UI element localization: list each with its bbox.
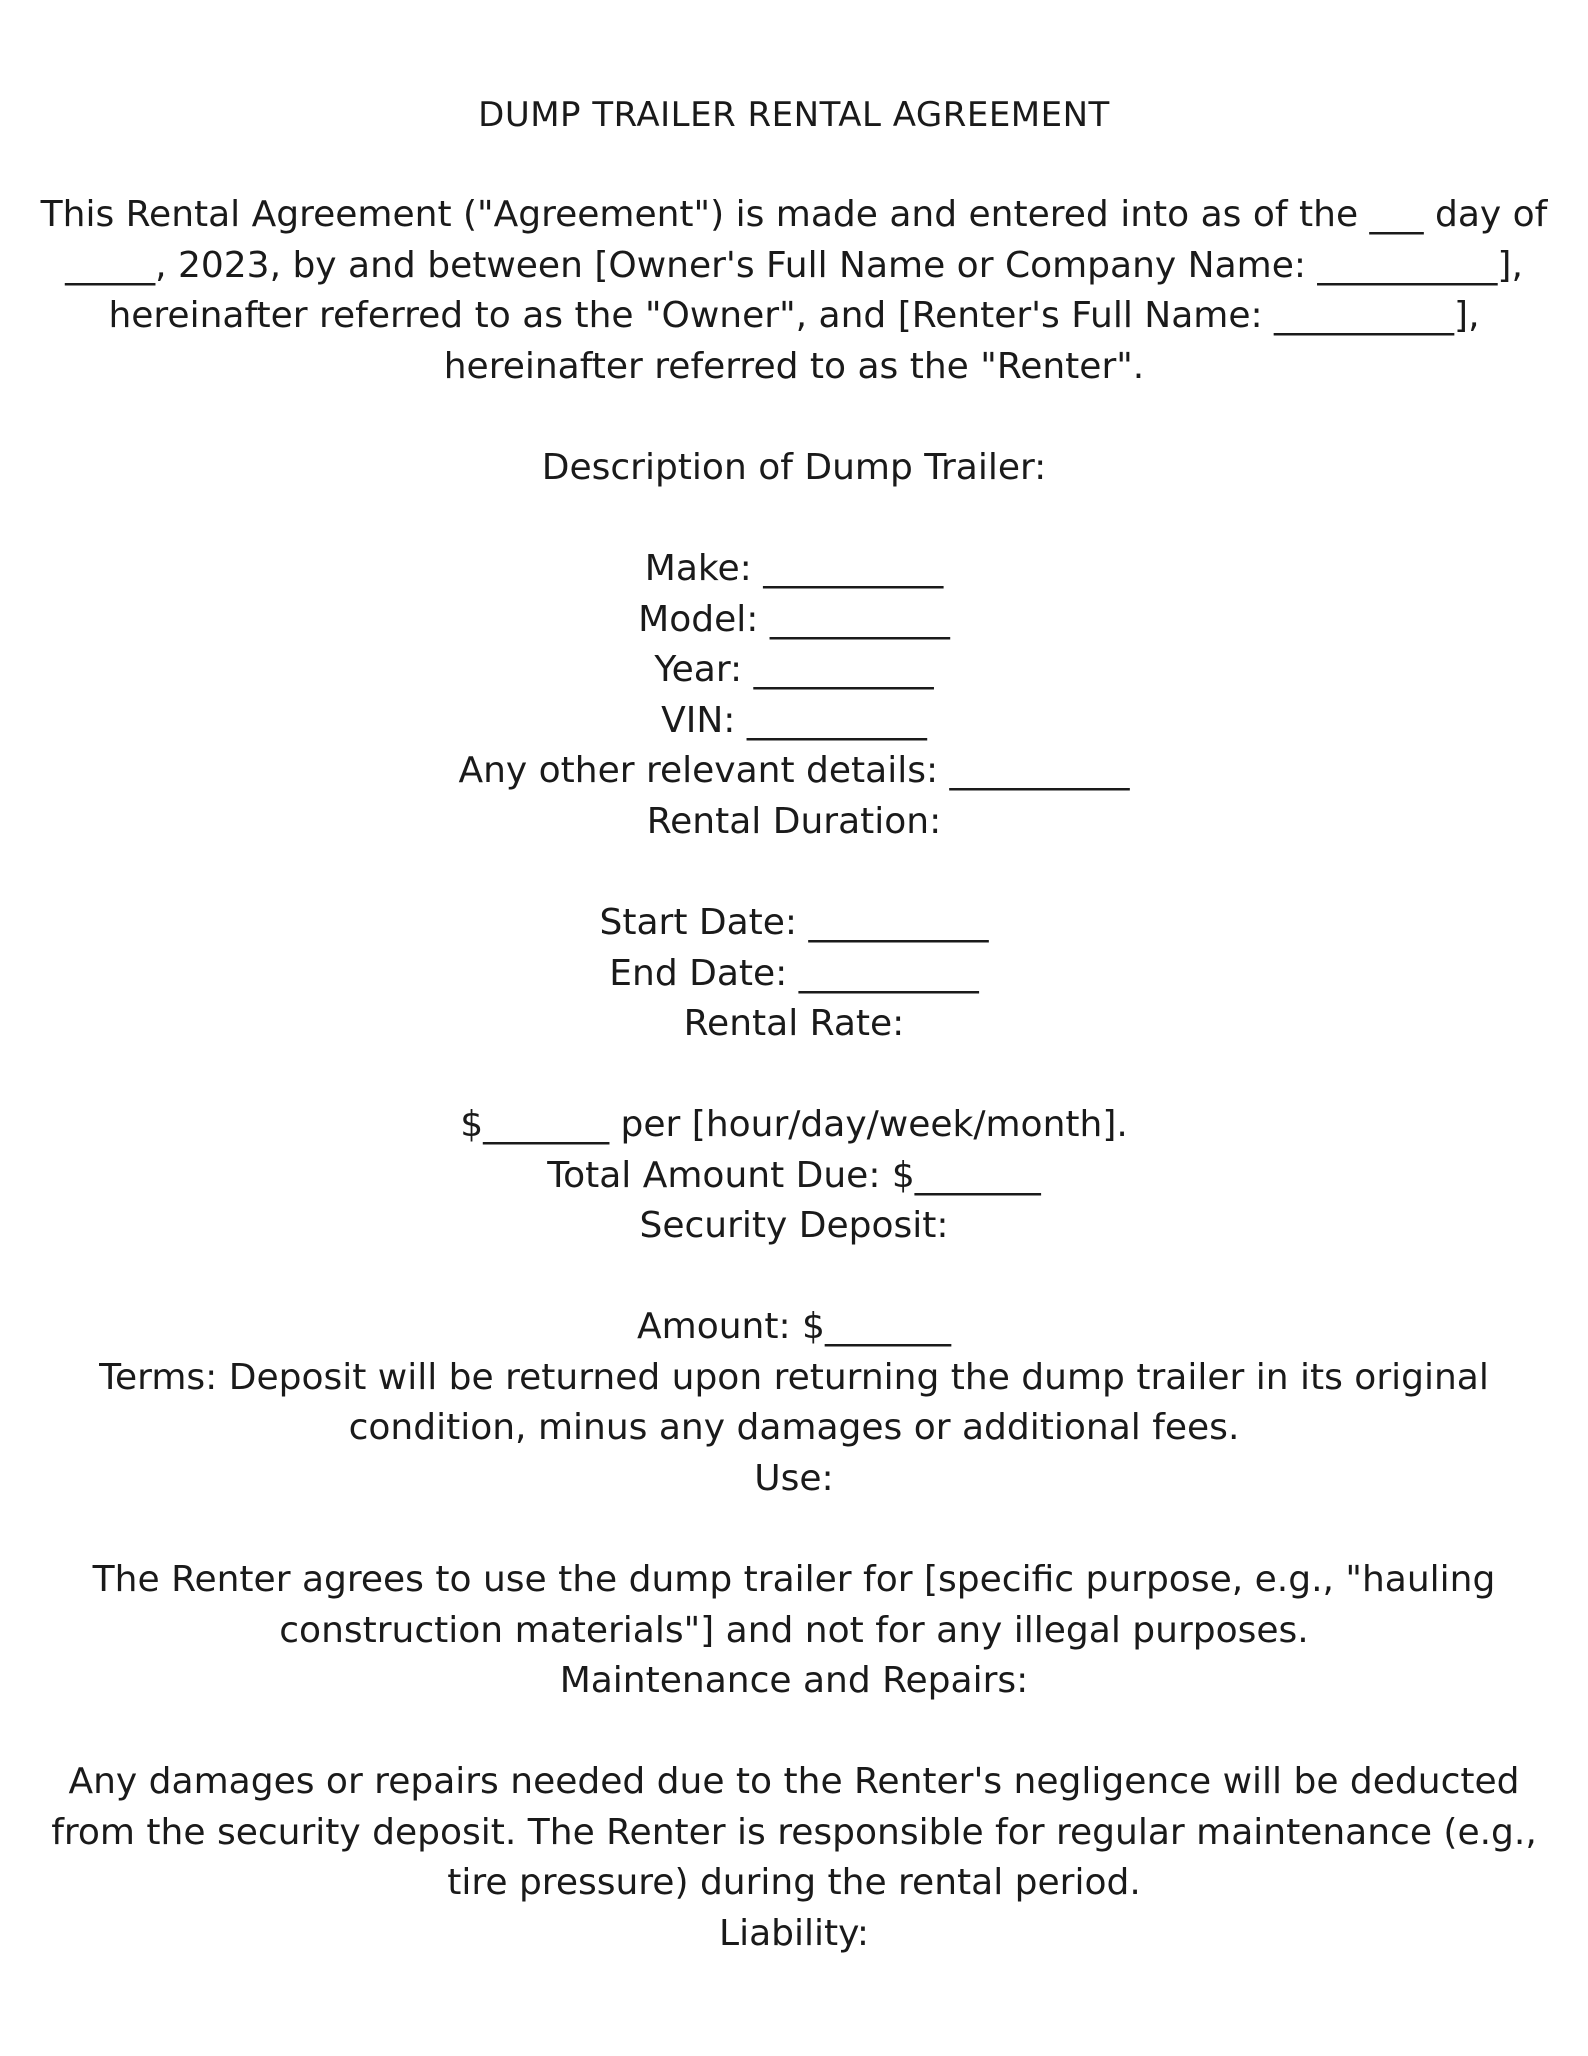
maintenance-section — [0, 1757, 1588, 1959]
deposit-amount-field: Amount: $_______ — [637, 1306, 951, 1347]
rate-section — [0, 1100, 1588, 1252]
maintenance-line: from the security deposit. The Renter is responsible for regular maintenance (e.g., — [51, 1811, 1537, 1853]
deposit-terms-line: condition, minus any damages or additional fees. — [348, 1407, 1240, 1448]
use-line: The Renter agrees to use the dump trailer for [specific purpose, e.g., "hauling — [92, 1559, 1496, 1600]
intro-line: hereinafter referred to as the "Renter". — [443, 345, 1145, 387]
vin-field: VIN: __________ — [661, 699, 927, 741]
intro-line: _____, 2023, by and between [Owner's Full Name or Company Name: __________], — [65, 244, 1523, 286]
description-section — [0, 443, 1588, 494]
deposit-section — [0, 1302, 1588, 1504]
document-title: DUMP TRAILER RENTAL AGREEMENT — [478, 95, 1110, 135]
rate-field: $_______ per [hour/day/week/month]. — [460, 1104, 1128, 1145]
year-field: Year: __________ — [654, 649, 934, 690]
intro-line: This Rental Agreement ("Agreement") is made and entered into as of the ___ day of — [40, 194, 1548, 235]
section-heading-liability: Liability: — [719, 1912, 869, 1954]
start-date-field: Start Date: __________ — [599, 902, 989, 943]
duration-section — [0, 898, 1588, 1050]
trailer-details — [0, 544, 1588, 847]
section-heading-description: Description of Dump Trailer: — [541, 447, 1047, 488]
make-field: Make: __________ — [644, 548, 944, 589]
total-amount-field: Total Amount Due: $_______ — [547, 1154, 1041, 1196]
maintenance-line: Any damages or repairs needed due to the Renter's negligence will be deducted — [68, 1761, 1520, 1802]
intro-paragraph — [0, 190, 1588, 392]
maintenance-line: tire pressure) during the rental period. — [447, 1862, 1141, 1903]
section-heading-security-deposit: Security Deposit: — [639, 1205, 949, 1246]
end-date-field: End Date: __________ — [609, 952, 979, 994]
section-heading-use: Use: — [754, 1457, 834, 1499]
model-field: Model: __________ — [638, 598, 950, 640]
section-heading-rental-duration: Rental Duration: — [646, 800, 942, 842]
use-section — [0, 1555, 1588, 1707]
section-heading-rental-rate: Rental Rate: — [683, 1003, 905, 1044]
deposit-terms-line: Terms: Deposit will be returned upon returning the dump trailer in its original — [99, 1356, 1489, 1398]
section-heading-maintenance: Maintenance and Repairs: — [559, 1660, 1029, 1701]
intro-line: hereinafter referred to as the "Owner", and [Renter's Full Name: __________], — [108, 295, 1480, 336]
use-line: construction materials"] and not for any illegal purposes. — [279, 1609, 1309, 1651]
other-details-field: Any other relevant details: __________ — [458, 750, 1130, 791]
